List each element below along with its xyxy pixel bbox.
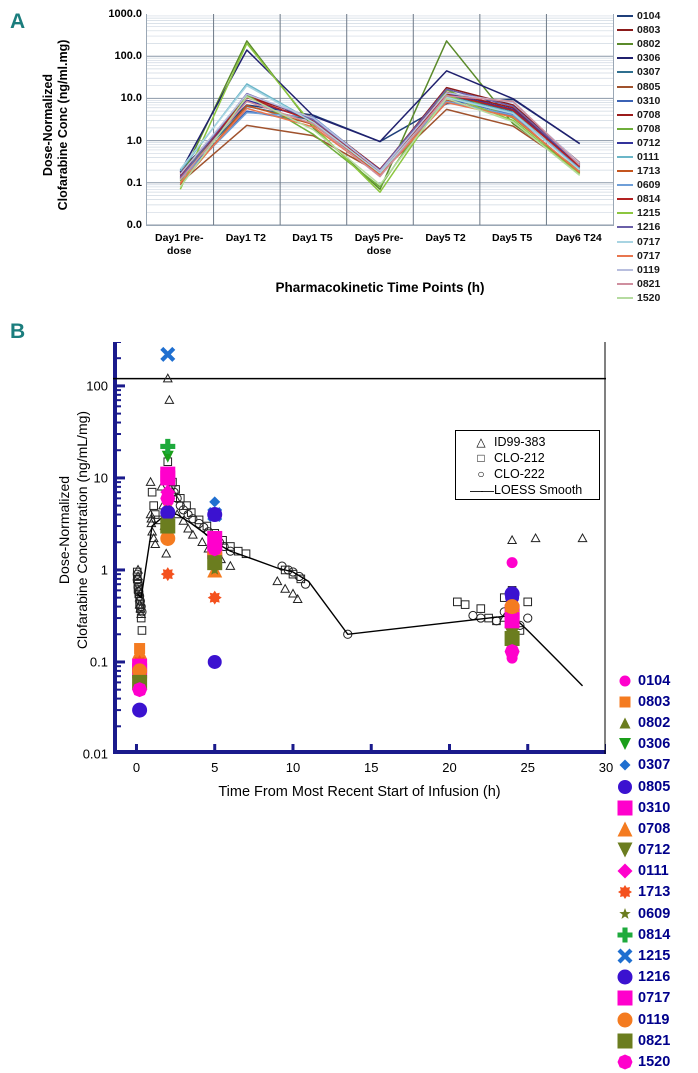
- legend-line-swatch: [617, 184, 633, 186]
- panel-a-y-axis-label: [41, 25, 71, 225]
- patient-points-0609: [134, 520, 518, 681]
- panel-b-legend-item[interactable]: [612, 945, 698, 966]
- legend-line-swatch: [617, 170, 633, 172]
- patient-points-1216: [132, 505, 519, 717]
- panel-a-y-tick-label: 100.0: [114, 50, 142, 63]
- panel-b-legend-item[interactable]: [612, 797, 698, 818]
- panel-a-y-axis-label-line1: Dose-Normalized: [41, 73, 55, 177]
- panel-b-legend-label: 1216: [638, 969, 671, 986]
- panel-b-x-tick-label: 25: [520, 760, 535, 775]
- diamond-marker-icon: [612, 755, 638, 775]
- panel-a-legend-item[interactable]: [617, 108, 697, 122]
- legend-line-swatch: [617, 269, 633, 271]
- panel-a-plot-area: [146, 14, 614, 226]
- legend-line-swatch: [617, 142, 633, 144]
- panel-a-y-tick-label: 1000.0: [108, 8, 142, 20]
- panel-a-legend-item[interactable]: [617, 94, 697, 108]
- panel-b-x-tick-label: 15: [364, 760, 379, 775]
- panel-b-legend-item[interactable]: [612, 924, 698, 945]
- patient-points-1713: [133, 567, 519, 669]
- panel-b-legend-item[interactable]: [612, 712, 698, 733]
- panel-b-legend-label: 0104: [638, 672, 671, 689]
- panel-b-y-tick-labels: [50, 342, 108, 762]
- panel-b-legend-item[interactable]: [612, 903, 698, 924]
- panel-a-legend-item[interactable]: [617, 23, 697, 37]
- legend-line-swatch: [617, 255, 633, 257]
- panel-a-legend-label: 1520: [637, 291, 661, 304]
- legend-line-swatch: [617, 86, 633, 88]
- circle-marker-icon: [612, 777, 638, 797]
- panel-a-x-tick-label: Day5 Pre-dose: [354, 232, 404, 257]
- legend-line-swatch: [617, 297, 633, 299]
- panel-a-x-tick-label: Day5 T5: [492, 232, 533, 244]
- line-icon: ——: [470, 482, 492, 498]
- panel-a-legend-label: 1713: [637, 165, 661, 178]
- panel-b-legend-item[interactable]: [612, 967, 698, 988]
- panel-b-legend-item[interactable]: [612, 988, 698, 1009]
- star8-marker-icon: [612, 882, 638, 902]
- triangle-down-marker-icon: [612, 840, 638, 860]
- panel-a-legend-label: 0805: [637, 80, 661, 93]
- panel-a-legend-label: 0708: [637, 108, 661, 121]
- panel-b-legend-label: 0805: [638, 778, 671, 795]
- patient-points-0104: [134, 496, 517, 695]
- panel-b-legend-label: 0307: [638, 757, 671, 774]
- panel-b-legend-item[interactable]: [612, 755, 698, 776]
- circle-marker-icon: [612, 671, 638, 691]
- square-marker-icon: [612, 692, 638, 712]
- panel-a-legend-item[interactable]: [617, 277, 697, 291]
- panel-b-x-axis-label: Time From Most Recent Start of Infusion (h): [218, 784, 501, 800]
- panel-b-legend-item[interactable]: [612, 1030, 698, 1051]
- panel-a-legend-item[interactable]: [617, 150, 697, 164]
- patient-points-0717: [132, 470, 519, 673]
- triangle-up-marker-icon: [612, 819, 638, 839]
- panel-a-legend-item[interactable]: [617, 192, 697, 206]
- panel-a-legend-item[interactable]: [617, 220, 697, 234]
- panel-b-label: B: [10, 320, 26, 343]
- square-marker-icon: [612, 798, 638, 818]
- legend-line-swatch: [617, 114, 633, 116]
- panel-b-legend-label: 1215: [638, 948, 671, 965]
- panel-b-legend-label: 0609: [638, 905, 671, 922]
- study-legend-item[interactable]: [456, 434, 599, 450]
- panel-b-study-legend: [455, 430, 600, 500]
- study-legend-item[interactable]: [456, 466, 599, 482]
- triangle-up-open-icon: △: [476, 435, 486, 449]
- legend-line-swatch: [617, 156, 633, 158]
- plus-marker-icon: [612, 925, 638, 945]
- panel-a-x-tick-label: Day5 T2: [425, 232, 466, 244]
- panel-b-legend-item[interactable]: [612, 776, 698, 797]
- panel-b-legend-label: 1520: [638, 1053, 671, 1070]
- panel-b-legend-item[interactable]: [612, 670, 698, 691]
- panel-a-y-tick-label: 0.0: [126, 219, 142, 231]
- panel-a-legend-label: 0119: [637, 263, 660, 276]
- panel-b-y-tick-label: 0.1: [89, 654, 108, 670]
- panel-a-x-tick-labels: [146, 232, 614, 272]
- panel-a-legend-label: 0814: [637, 193, 661, 206]
- panel-a-legend-label: 0717: [637, 249, 661, 262]
- panel-b-legend-item[interactable]: [612, 691, 698, 712]
- study-points-CLO-222: [133, 483, 532, 639]
- panel-b-scatter-svg: [113, 342, 606, 754]
- panel-b-x-tick-label: 10: [285, 760, 301, 775]
- panel-a-legend-item[interactable]: [617, 249, 697, 263]
- panel-a-y-tick-label: 0.1: [126, 176, 142, 189]
- study-legend-label: CLO-222: [494, 467, 545, 481]
- panel-a-legend-label: 0104: [637, 10, 661, 23]
- panel-b-legend-label: 0717: [638, 990, 671, 1007]
- patient-points-0802: [134, 521, 517, 682]
- panel-a-legend-item[interactable]: [617, 164, 697, 178]
- patient-points-0805: [133, 508, 519, 718]
- panel-a-x-tick-label: Day1 T2: [225, 232, 266, 244]
- square-marker-icon: [612, 1031, 638, 1051]
- circle-marker-icon: [612, 1010, 638, 1030]
- panel-a-legend-item[interactable]: [617, 51, 697, 65]
- panel-a-legend-label: 1216: [637, 221, 661, 234]
- panel-b-x-tick-labels: [113, 760, 614, 780]
- panel-b-legend-label: 0803: [638, 693, 671, 710]
- legend-line-swatch: [617, 43, 633, 45]
- panel-a-legend-label: 0821: [637, 277, 661, 290]
- octagon-marker-icon: [612, 1052, 638, 1072]
- triangle-up-marker-icon: [612, 713, 638, 733]
- panel-a-legend-item[interactable]: [617, 178, 697, 192]
- panel-a-chart: [0, 0, 698, 312]
- study-legend-label: ID99-383: [494, 435, 546, 449]
- panel-b-y-axis-label-line1: Dose-Normalized: [56, 475, 72, 585]
- circle-marker-icon: [612, 967, 638, 987]
- panel-a-legend-label: 0802: [637, 38, 661, 51]
- panel-a-legend-label: 0717: [637, 235, 661, 248]
- panel-b-legend-label: 0119: [638, 1011, 670, 1028]
- panel-a-y-tick-labels: [96, 8, 142, 231]
- triangle-down-marker-icon: [612, 734, 638, 754]
- panel-a-legend-item[interactable]: [617, 291, 697, 305]
- panel-b-x-tick-label: 30: [598, 760, 614, 775]
- legend-line-swatch: [617, 100, 633, 102]
- panel-b-legend-label: 0814: [638, 926, 671, 943]
- panel-a-legend-label: 1215: [637, 207, 661, 220]
- star5-marker-icon: [612, 904, 638, 924]
- legend-line-swatch: [617, 71, 633, 73]
- panel-b-y-tick-label: 0.01: [82, 746, 108, 762]
- legend-line-swatch: [617, 57, 633, 59]
- panel-a-series-svg: [147, 14, 613, 225]
- panel-b-legend-item[interactable]: [612, 840, 698, 861]
- panel-a-legend-label: 0310: [637, 94, 661, 107]
- panel-b-legend-item[interactable]: [612, 818, 698, 839]
- panel-b-y-tick-label: 1: [100, 562, 108, 578]
- panel-b-y-axis-label-line2: Clofarabine Concentration (ng/mL/mg): [74, 410, 90, 650]
- panel-b-legend-item[interactable]: [612, 734, 698, 755]
- panel-a-legend-item[interactable]: [617, 235, 697, 249]
- panel-b-legend-item[interactable]: [612, 861, 698, 882]
- panel-b-y-tick-label: 100: [86, 378, 108, 394]
- panel-b-legend-item[interactable]: [612, 1051, 698, 1072]
- panel-b-y-tick-label: 10: [93, 470, 108, 486]
- panel-b-legend-item[interactable]: [612, 882, 698, 903]
- panel-b-x-tick-label: 0: [132, 760, 141, 775]
- panel-b-legend-label: 0821: [638, 1032, 671, 1049]
- panel-a-label: A: [10, 10, 26, 33]
- panel-b-legend-item[interactable]: [612, 1009, 698, 1030]
- study-legend-label: LOESS Smooth: [494, 483, 583, 497]
- panel-a-legend-item[interactable]: [617, 206, 697, 220]
- panel-a-legend-label: 0306: [637, 52, 661, 65]
- panel-b-legend-label: 1713: [638, 884, 671, 901]
- legend-line-swatch: [617, 29, 633, 31]
- panel-a-x-tick-label: Day1 T5: [292, 232, 333, 244]
- panel-a-legend-item[interactable]: [617, 9, 697, 23]
- panel-a-x-tick-label: Day1 Pre-dose: [155, 232, 204, 257]
- panel-a-legend-item[interactable]: [617, 65, 697, 79]
- legend-line-swatch: [617, 283, 633, 285]
- panel-a-legend-label: 0712: [637, 136, 661, 149]
- panel-a-x-axis-label: Pharmacokinetic Time Points (h): [275, 280, 485, 295]
- panel-b-patient-legend: [612, 670, 698, 1073]
- panel-a-legend-item[interactable]: [617, 136, 697, 150]
- panel-a-legend-item[interactable]: [617, 122, 697, 136]
- panel-a-legend-item[interactable]: [617, 37, 697, 51]
- panel-a-legend-label: 0307: [637, 66, 661, 79]
- panel-a-y-tick-label: 10.0: [120, 92, 142, 105]
- legend-line-swatch: [617, 226, 633, 228]
- panel-b-x-tick-label: 5: [211, 760, 219, 775]
- legend-line-swatch: [617, 128, 633, 130]
- study-legend-label: CLO-212: [494, 451, 545, 465]
- study-legend-item[interactable]: [456, 450, 599, 466]
- panel-a-legend-label: 0708: [637, 122, 661, 135]
- legend-line-swatch: [617, 15, 633, 17]
- diamond-marker-icon: [612, 861, 638, 881]
- panel-b-chart: [0, 312, 698, 1070]
- panel-a-legend-label: 0609: [637, 179, 661, 192]
- panel-a-legend-item[interactable]: [617, 263, 697, 277]
- legend-line-swatch: [617, 241, 633, 243]
- circle-open-icon: ○: [477, 467, 485, 481]
- square-open-icon: □: [477, 451, 485, 465]
- panel-a-y-axis-label-line2: Clofarabine Conc (ng/ml.mg): [56, 39, 70, 211]
- panel-a-legend-label: 0803: [637, 24, 661, 37]
- panel-b-x-tick-label: 20: [442, 760, 457, 775]
- panel-b-legend-label: 0712: [638, 842, 671, 859]
- panel-a-legend-label: 0111: [637, 150, 660, 163]
- panel-a-legend: [617, 9, 697, 305]
- panel-b-plot-area: [113, 342, 606, 754]
- study-legend-item[interactable]: [456, 482, 599, 498]
- square-marker-icon: [612, 988, 638, 1008]
- panel-b-legend-label: 0310: [638, 799, 671, 816]
- panel-b-legend-label: 0802: [638, 714, 671, 731]
- panel-a-y-tick-label: 1.0: [126, 134, 142, 147]
- panel-a-legend-item[interactable]: [617, 79, 697, 93]
- legend-line-swatch: [617, 198, 633, 200]
- legend-line-swatch: [617, 212, 633, 214]
- panel-b-legend-label: 0708: [638, 820, 671, 837]
- panel-b-legend-label: 0306: [638, 736, 671, 753]
- panel-a-x-tick-label: Day6 T24: [555, 232, 602, 244]
- cross-marker-icon: [612, 946, 638, 966]
- panel-b-legend-label: 0111: [638, 863, 669, 880]
